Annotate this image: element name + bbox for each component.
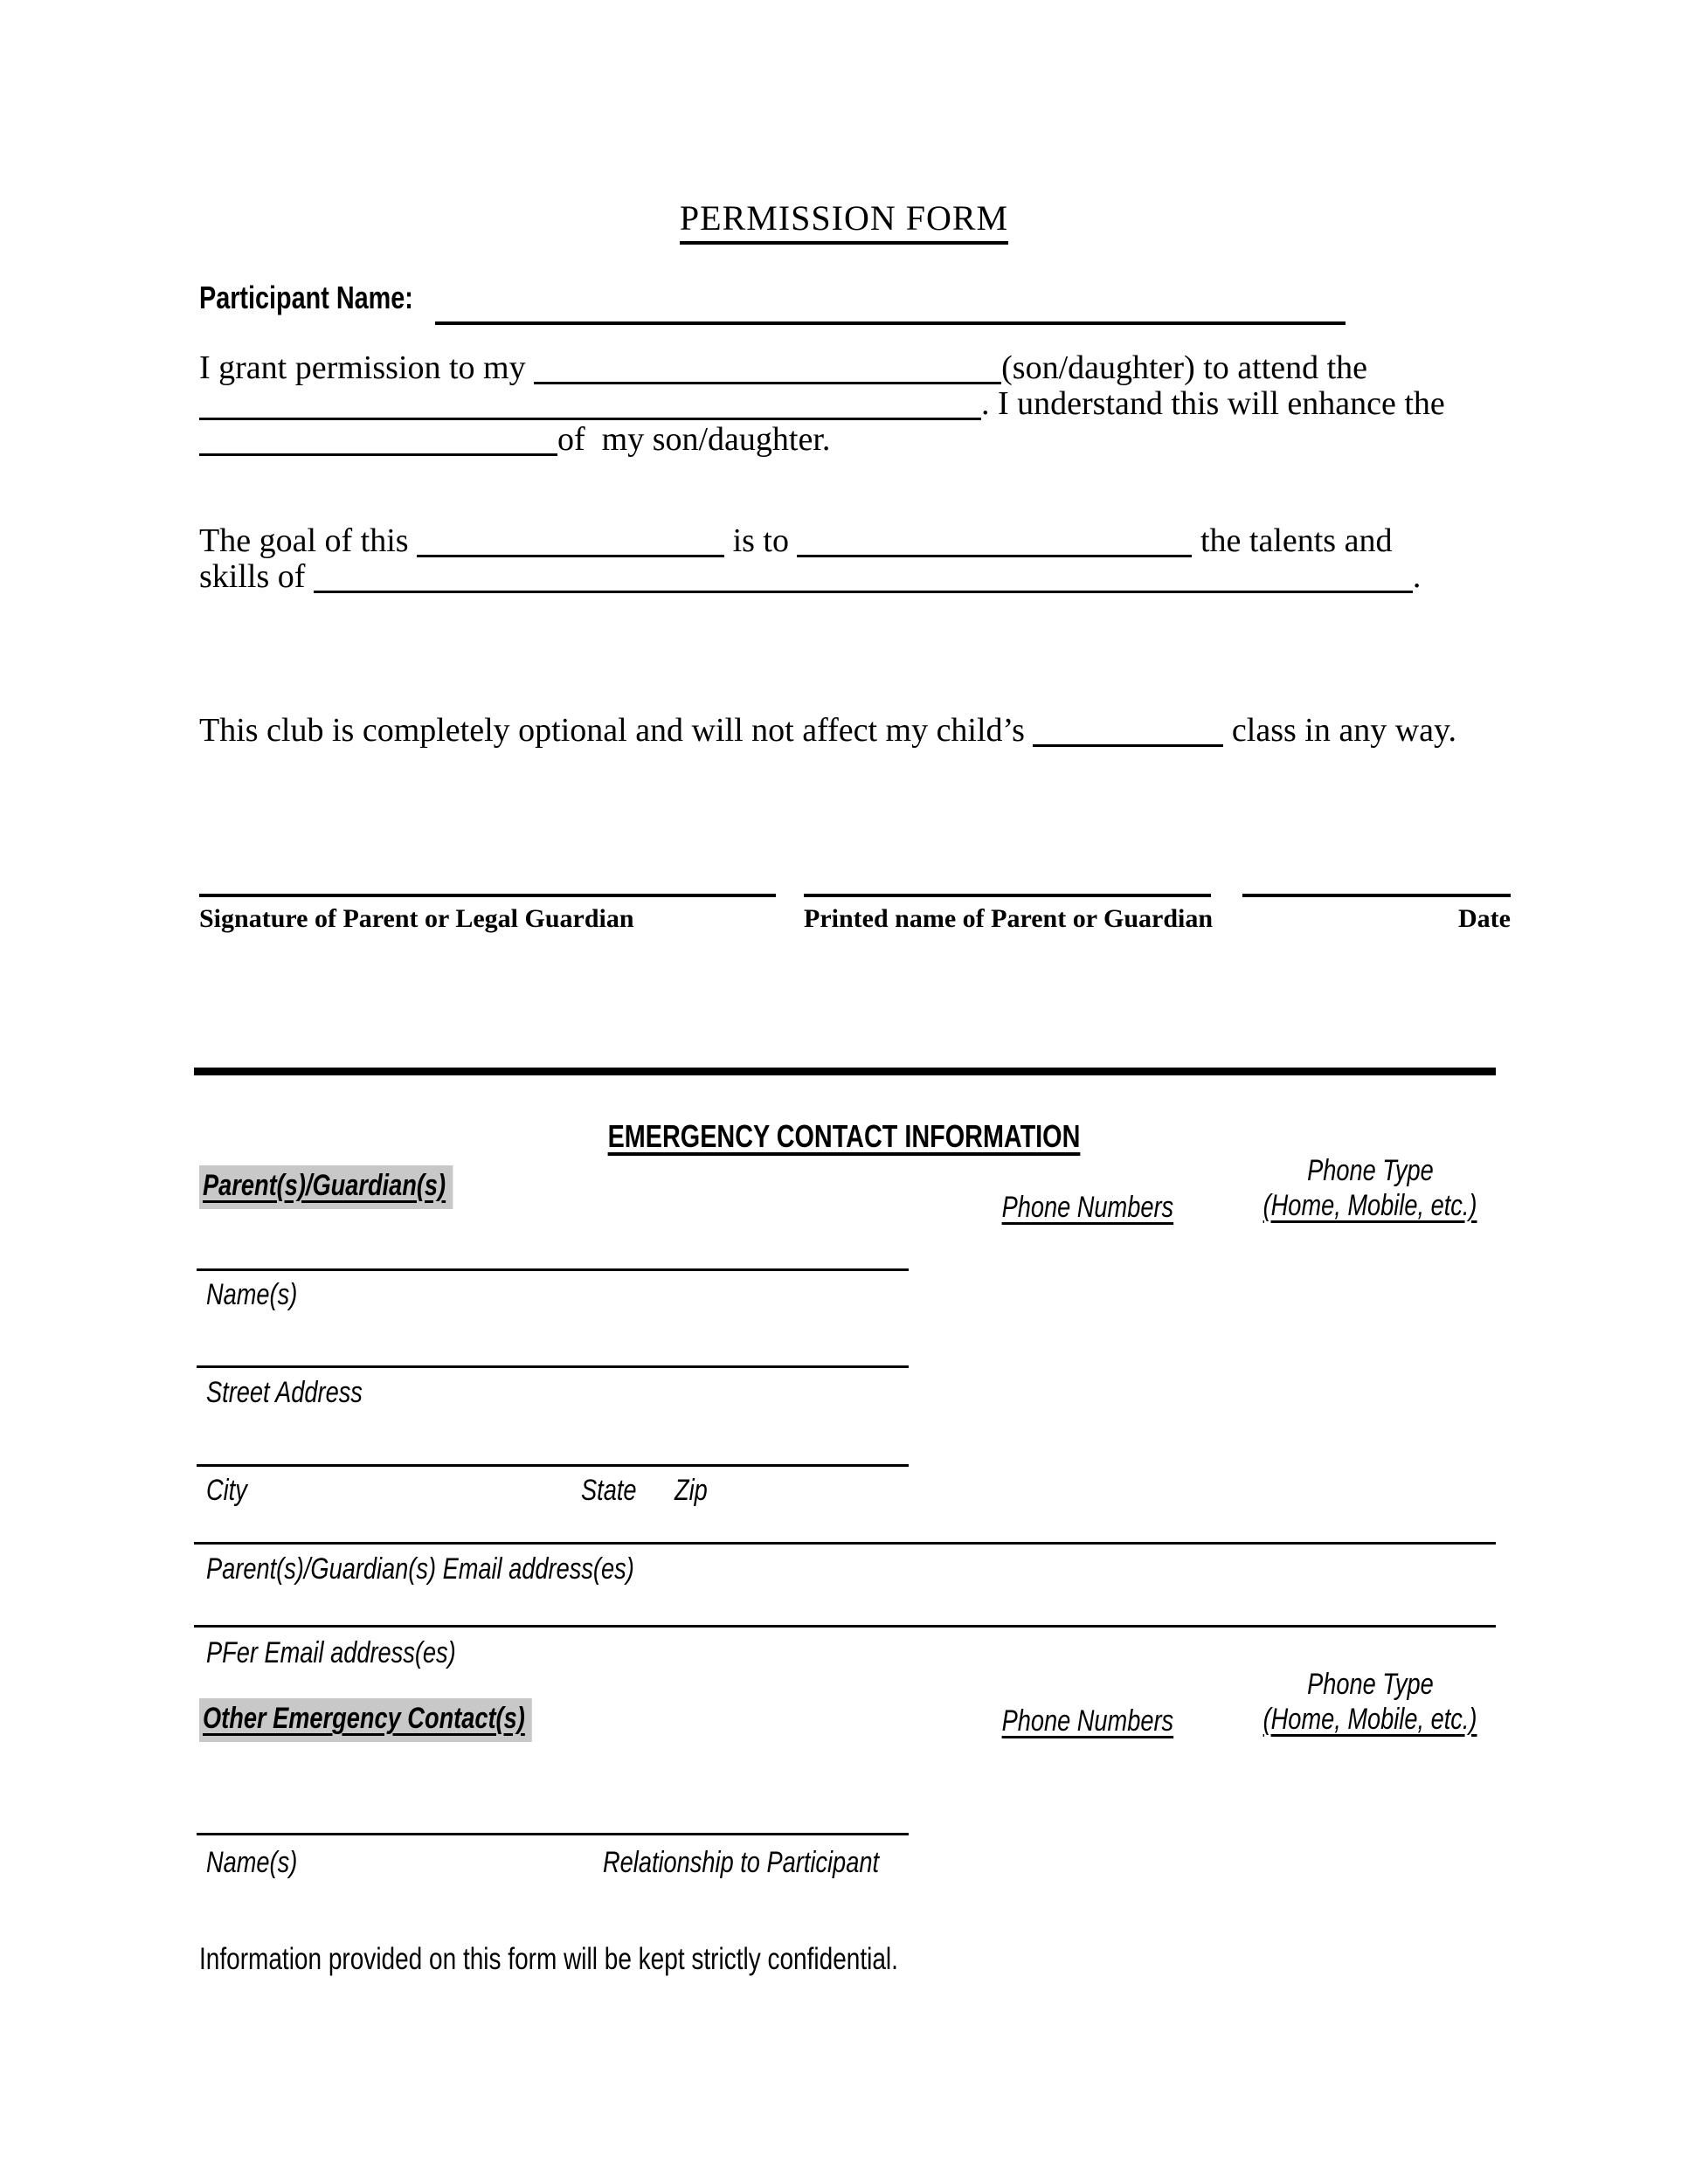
printed-name-line[interactable] — [804, 894, 1211, 897]
activity-name-field[interactable] — [199, 412, 981, 420]
pfer-email-line[interactable] — [194, 1625, 1496, 1628]
names-label: Name(s) — [206, 1278, 298, 1311]
goal-action-field[interactable] — [797, 549, 1192, 557]
optional-club-line: This club is completely optional and will not affect my child’s class in any way. — [199, 712, 1457, 749]
phone-type-heading — [1230, 1153, 1510, 1223]
street-line[interactable] — [197, 1365, 909, 1368]
phone-type-line2: (Home, Mobile, etc.) — [1263, 1189, 1477, 1222]
skills-of-field[interactable] — [314, 585, 1413, 593]
goal-text-line-1: The goal of this is to the talents and — [199, 522, 1393, 559]
phone-numbers-heading: Phone Numbers — [1001, 1191, 1174, 1224]
form-title-text: PERMISSION FORM — [680, 197, 1008, 245]
other-phone-numbers-heading: Phone Numbers — [1001, 1704, 1174, 1738]
date-line[interactable] — [1242, 894, 1511, 897]
city-line[interactable] — [197, 1464, 909, 1467]
printed-name-label: Printed name of Parent or Guardian — [804, 904, 1214, 933]
permission-text-line-2: . I understand this will enhance the — [199, 384, 1445, 423]
relationship-label: Relationship to Participant — [603, 1846, 880, 1879]
phone-type-line1: Phone Type — [1306, 1154, 1434, 1187]
parents-guardians-heading: Parent(s)/Guardian(s) — [199, 1165, 516, 1209]
other-phone-type-line1: Phone Type — [1306, 1668, 1434, 1701]
zip-label: Zip — [675, 1474, 708, 1507]
goal-text-line-2: skills of . — [199, 558, 1422, 595]
other-contacts-heading: Other Emergency Contact(s) — [199, 1698, 615, 1742]
participant-name-field[interactable] — [435, 321, 1346, 325]
parent-email-label: Parent(s)/Guardian(s) Email address(es) — [206, 1552, 634, 1586]
activity-detail-field[interactable] — [199, 448, 557, 456]
form-title — [0, 197, 1688, 245]
guardian-relation-field[interactable] — [534, 377, 1001, 384]
city-label: City — [206, 1474, 247, 1507]
other-phone-type-line2: (Home, Mobile, etc.) — [1263, 1703, 1477, 1736]
participant-name-label: Participant Name: — [199, 280, 413, 315]
signature-line[interactable] — [199, 894, 776, 897]
names-line[interactable] — [197, 1268, 909, 1271]
permission-text-line-1: I grant permission to my (son/daughter) to attend the — [199, 349, 1368, 386]
other-names-label: Name(s) — [206, 1846, 298, 1879]
state-label: State — [581, 1474, 637, 1507]
date-label: Date — [1458, 904, 1511, 933]
street-label: Street Address — [206, 1376, 363, 1409]
emergency-header: EMERGENCY CONTACT INFORMATION — [607, 1118, 1081, 1154]
permission-text-line-3: of my son/daughter. — [199, 420, 830, 459]
parent-email-line[interactable] — [194, 1542, 1496, 1545]
pfer-email-label: PFer Email address(es) — [206, 1636, 456, 1669]
other-phone-type-heading — [1230, 1667, 1510, 1737]
class-name-field[interactable] — [1033, 739, 1223, 747]
section-divider — [194, 1068, 1496, 1075]
signature-label: Signature of Parent or Legal Guardian — [199, 904, 634, 933]
confidentiality-note: Information provided on this form will be kept strictly confidential. — [199, 1942, 898, 1976]
other-names-line[interactable] — [197, 1833, 909, 1835]
program-name-field[interactable] — [417, 549, 724, 557]
